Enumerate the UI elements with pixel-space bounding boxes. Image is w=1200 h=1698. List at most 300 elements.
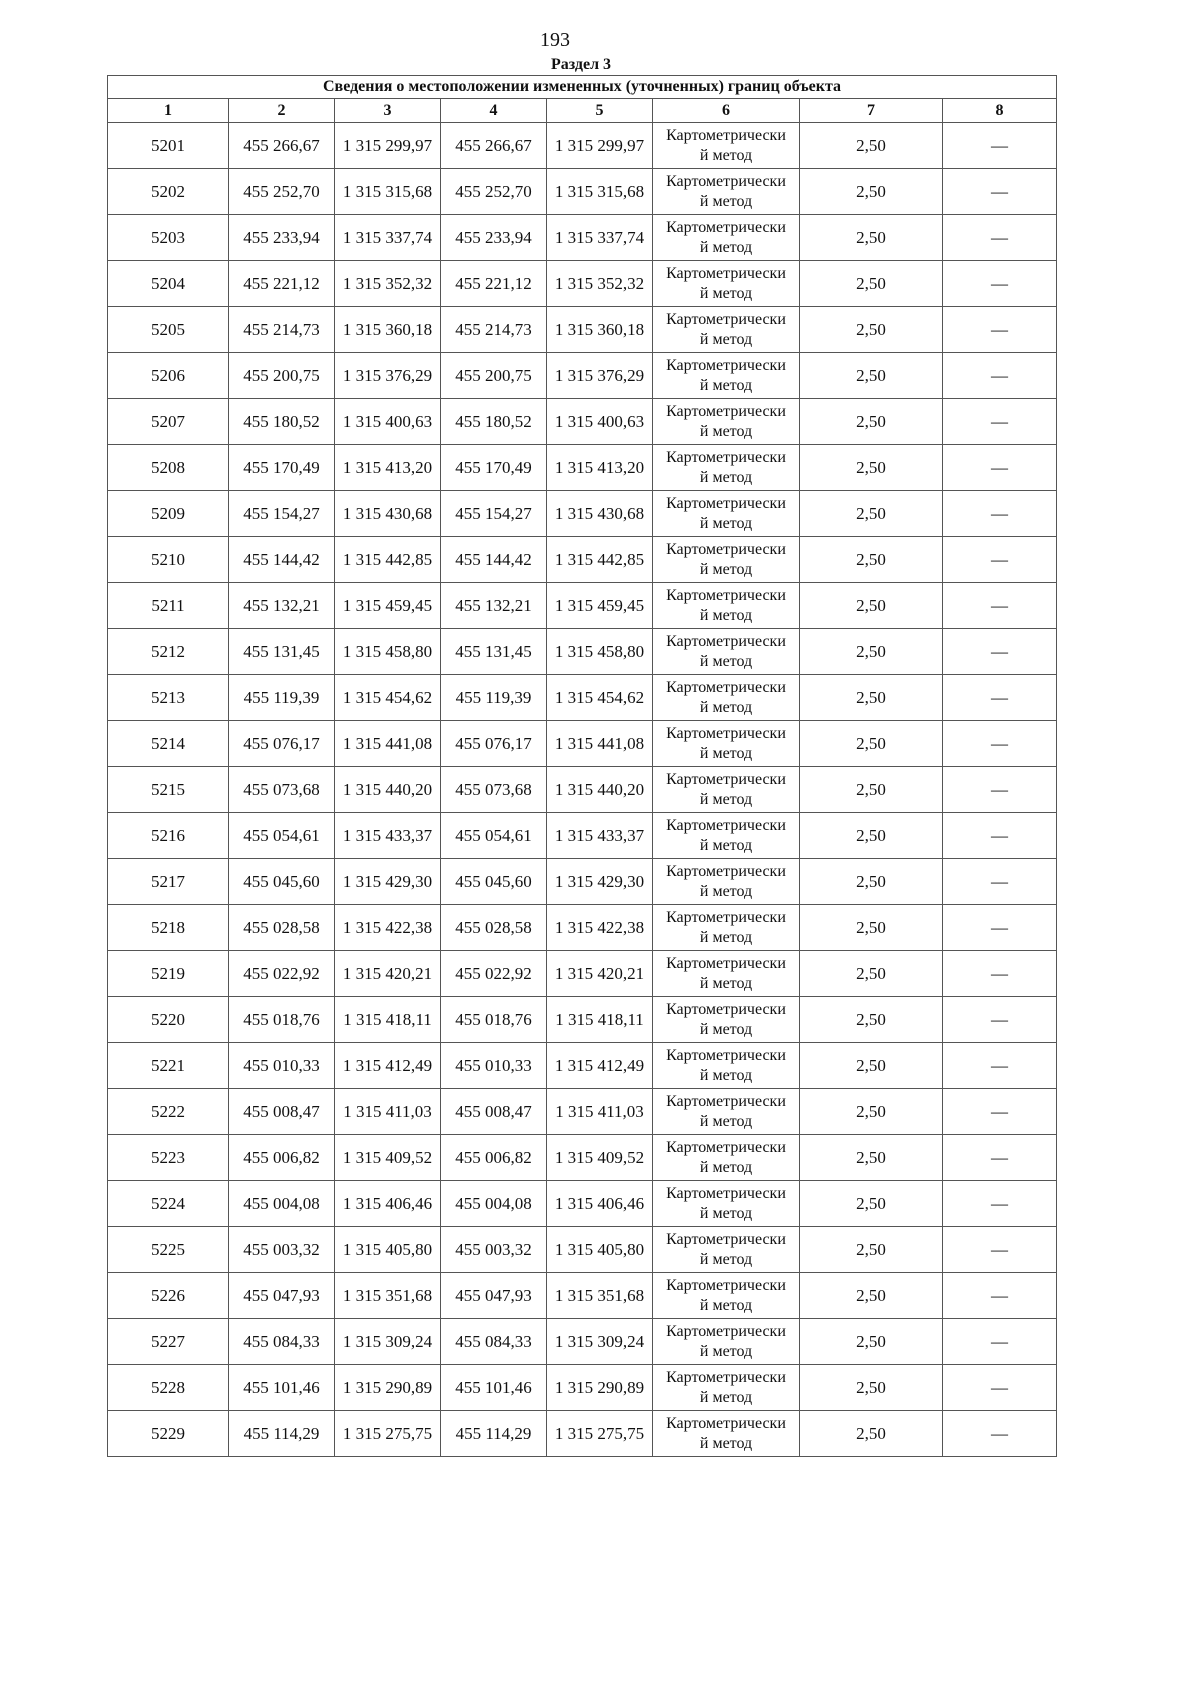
method-text-line: Картометрически	[666, 908, 786, 926]
note-cell: —	[943, 997, 1057, 1043]
method-text-line: й метод	[699, 1434, 753, 1452]
method-text-line: Картометрически	[666, 494, 786, 512]
accuracy-cell: 2,50	[800, 169, 943, 215]
coordinate-cell: 455 252,70	[229, 169, 335, 215]
method-text-line: й метод	[699, 1342, 753, 1360]
accuracy-cell: 2,50	[800, 1043, 943, 1089]
coordinate-cell: 455 119,39	[229, 675, 335, 721]
coordinate-cell: 1 315 459,45	[547, 583, 653, 629]
method-cell	[653, 1411, 800, 1457]
method-cell	[653, 1273, 800, 1319]
table-row	[108, 1135, 1057, 1181]
coordinate-cell: 455 180,52	[441, 399, 547, 445]
coordinate-cell: 455 084,33	[229, 1319, 335, 1365]
method-text-line: й метод	[699, 744, 753, 762]
method-cell	[653, 767, 800, 813]
method-text-line: й метод	[699, 1112, 753, 1130]
method-text-line: Картометрически	[666, 1322, 786, 1340]
accuracy-cell: 2,50	[800, 399, 943, 445]
table-row	[108, 1365, 1057, 1411]
note-cell: —	[943, 583, 1057, 629]
table-row	[108, 1227, 1057, 1273]
coordinate-cell: 455 101,46	[441, 1365, 547, 1411]
coordinate-cell: 455 170,49	[229, 445, 335, 491]
table-row	[108, 951, 1057, 997]
coordinate-cell: 1 315 409,52	[547, 1135, 653, 1181]
coordinate-cell: 455 200,75	[441, 353, 547, 399]
point-number-cell: 5208	[108, 445, 229, 491]
note-cell: —	[943, 813, 1057, 859]
note-cell: —	[943, 1089, 1057, 1135]
table-row	[108, 169, 1057, 215]
coordinate-cell: 1 315 441,08	[335, 721, 441, 767]
point-number-cell: 5206	[108, 353, 229, 399]
point-number-cell: 5203	[108, 215, 229, 261]
coordinate-cell: 1 315 440,20	[335, 767, 441, 813]
coordinate-cell: 455 008,47	[441, 1089, 547, 1135]
method-text-line: й метод	[699, 1066, 753, 1084]
column-number: 2	[229, 99, 335, 123]
coordinate-cell: 455 180,52	[229, 399, 335, 445]
coordinate-cell: 1 315 458,80	[547, 629, 653, 675]
table-row	[108, 261, 1057, 307]
coordinate-cell: 455 114,29	[441, 1411, 547, 1457]
coordinate-cell: 455 131,45	[229, 629, 335, 675]
method-cell	[653, 123, 800, 169]
coordinate-cell: 1 315 376,29	[335, 353, 441, 399]
method-cell	[653, 1043, 800, 1089]
column-number: 4	[441, 99, 547, 123]
accuracy-cell: 2,50	[800, 1181, 943, 1227]
method-text-line: Картометрически	[666, 678, 786, 696]
coordinate-cell: 1 315 290,89	[547, 1365, 653, 1411]
coordinate-cell: 455 054,61	[441, 813, 547, 859]
coordinate-cell: 455 010,33	[229, 1043, 335, 1089]
method-text-line: й метод	[699, 790, 753, 808]
method-text-line: Картометрически	[666, 724, 786, 742]
coordinate-cell: 1 315 409,52	[335, 1135, 441, 1181]
method-text-line: Картометрически	[666, 586, 786, 604]
note-cell: —	[943, 537, 1057, 583]
accuracy-cell: 2,50	[800, 767, 943, 813]
coordinate-cell: 1 315 405,80	[335, 1227, 441, 1273]
method-text-line: Картометрически	[666, 264, 786, 282]
accuracy-cell: 2,50	[800, 1365, 943, 1411]
accuracy-cell: 2,50	[800, 261, 943, 307]
note-cell: —	[943, 1319, 1057, 1365]
coordinate-cell: 455 266,67	[441, 123, 547, 169]
coordinate-cell: 1 315 441,08	[547, 721, 653, 767]
coordinate-cell: 1 315 458,80	[335, 629, 441, 675]
coordinate-cell: 455 154,27	[441, 491, 547, 537]
point-number-cell: 5218	[108, 905, 229, 951]
coordinate-cell: 1 315 315,68	[547, 169, 653, 215]
coordinate-cell: 1 315 411,03	[547, 1089, 653, 1135]
coordinate-cell: 1 315 430,68	[547, 491, 653, 537]
coordinate-cell: 1 315 299,97	[335, 123, 441, 169]
coordinate-cell: 1 315 299,97	[547, 123, 653, 169]
coordinate-cell: 455 170,49	[441, 445, 547, 491]
coordinate-cell: 1 315 442,85	[335, 537, 441, 583]
column-number: 1	[108, 99, 229, 123]
method-cell	[653, 721, 800, 767]
method-text-line: Картометрически	[666, 310, 786, 328]
method-cell	[653, 951, 800, 997]
coordinate-cell: 1 315 405,80	[547, 1227, 653, 1273]
point-number-cell: 5220	[108, 997, 229, 1043]
method-text-line: Картометрически	[666, 770, 786, 788]
coordinate-cell: 455 084,33	[441, 1319, 547, 1365]
table-row	[108, 583, 1057, 629]
coordinate-cell: 455 266,67	[229, 123, 335, 169]
table-row	[108, 1089, 1057, 1135]
coordinate-cell: 455 003,32	[229, 1227, 335, 1273]
point-number-cell: 5211	[108, 583, 229, 629]
coordinate-cell: 1 315 422,38	[335, 905, 441, 951]
method-text-line: Картометрически	[666, 1000, 786, 1018]
accuracy-cell: 2,50	[800, 123, 943, 169]
point-number-cell: 5214	[108, 721, 229, 767]
method-text-line: й метод	[699, 882, 753, 900]
coordinate-cell: 1 315 275,75	[335, 1411, 441, 1457]
point-number-cell: 5219	[108, 951, 229, 997]
method-text-line: Картометрически	[666, 172, 786, 190]
coordinate-cell: 455 144,42	[441, 537, 547, 583]
coordinate-cell: 1 315 351,68	[335, 1273, 441, 1319]
method-cell	[653, 261, 800, 307]
method-text-line: й метод	[699, 284, 753, 302]
section-title: Раздел 3	[550, 56, 612, 73]
accuracy-cell: 2,50	[800, 537, 943, 583]
coordinate-cell: 1 315 420,21	[335, 951, 441, 997]
note-cell: —	[943, 1273, 1057, 1319]
note-cell: —	[943, 951, 1057, 997]
coordinate-cell: 1 315 275,75	[547, 1411, 653, 1457]
coordinate-cell: 455 221,12	[441, 261, 547, 307]
coordinate-cell: 455 252,70	[441, 169, 547, 215]
coordinate-cell: 455 018,76	[441, 997, 547, 1043]
note-cell: —	[943, 261, 1057, 307]
method-text-line: Картометрически	[666, 954, 786, 972]
coordinate-cell: 1 315 454,62	[547, 675, 653, 721]
coordinate-cell: 455 022,92	[229, 951, 335, 997]
accuracy-cell: 2,50	[800, 629, 943, 675]
coordinate-cell: 455 047,93	[441, 1273, 547, 1319]
method-cell	[653, 537, 800, 583]
coordinate-cell: 1 315 352,32	[547, 261, 653, 307]
coordinate-cell: 1 315 422,38	[547, 905, 653, 951]
method-cell	[653, 169, 800, 215]
method-text-line: й метод	[699, 1250, 753, 1268]
method-text-line: й метод	[699, 514, 753, 532]
point-number-cell: 5227	[108, 1319, 229, 1365]
column-number: 8	[943, 99, 1057, 123]
coordinate-cell: 455 022,92	[441, 951, 547, 997]
method-text-line: й метод	[699, 606, 753, 624]
coordinate-cell: 455 076,17	[229, 721, 335, 767]
method-cell	[653, 905, 800, 951]
coordinate-cell: 455 045,60	[229, 859, 335, 905]
point-number-cell: 5212	[108, 629, 229, 675]
accuracy-cell: 2,50	[800, 997, 943, 1043]
note-cell: —	[943, 675, 1057, 721]
table-row	[108, 123, 1057, 169]
method-text-line: й метод	[699, 468, 753, 486]
method-cell	[653, 445, 800, 491]
method-cell	[653, 353, 800, 399]
method-text-line: Картометрически	[666, 632, 786, 650]
coordinate-cell: 455 010,33	[441, 1043, 547, 1089]
note-cell: —	[943, 905, 1057, 951]
table-row	[108, 1273, 1057, 1319]
table-row	[108, 537, 1057, 583]
coordinate-cell: 1 315 440,20	[547, 767, 653, 813]
method-text-line: Картометрически	[666, 1368, 786, 1386]
method-cell	[653, 1135, 800, 1181]
coordinate-cell: 1 315 430,68	[335, 491, 441, 537]
coordinate-cell: 455 073,68	[441, 767, 547, 813]
note-cell: —	[943, 491, 1057, 537]
note-cell: —	[943, 123, 1057, 169]
coordinate-cell: 1 315 290,89	[335, 1365, 441, 1411]
coordinate-cell: 455 076,17	[441, 721, 547, 767]
method-text-line: й метод	[699, 376, 753, 394]
coordinate-cell: 455 006,82	[441, 1135, 547, 1181]
coordinate-cell: 1 315 429,30	[547, 859, 653, 905]
method-cell	[653, 1181, 800, 1227]
coordinate-cell: 455 047,93	[229, 1273, 335, 1319]
coordinate-cell: 455 233,94	[441, 215, 547, 261]
coordinate-cell: 1 315 412,49	[335, 1043, 441, 1089]
table-body	[108, 123, 1057, 1457]
coordinate-cell: 1 315 442,85	[547, 537, 653, 583]
table-row	[108, 215, 1057, 261]
coordinate-cell: 1 315 418,11	[335, 997, 441, 1043]
table-row	[108, 629, 1057, 675]
method-text-line: Картометрически	[666, 1414, 786, 1432]
method-cell	[653, 399, 800, 445]
point-number-cell: 5222	[108, 1089, 229, 1135]
note-cell: —	[943, 1227, 1057, 1273]
accuracy-cell: 2,50	[800, 813, 943, 859]
note-cell: —	[943, 767, 1057, 813]
coordinate-cell: 455 233,94	[229, 215, 335, 261]
note-cell: —	[943, 307, 1057, 353]
coordinate-cell: 455 101,46	[229, 1365, 335, 1411]
coordinate-cell: 455 119,39	[441, 675, 547, 721]
coordinate-cell: 455 028,58	[441, 905, 547, 951]
note-cell: —	[943, 353, 1057, 399]
method-cell	[653, 491, 800, 537]
method-text-line: й метод	[699, 560, 753, 578]
method-cell	[653, 675, 800, 721]
coordinate-cell: 455 073,68	[229, 767, 335, 813]
method-cell	[653, 307, 800, 353]
note-cell: —	[943, 859, 1057, 905]
coordinate-cell: 1 315 433,37	[335, 813, 441, 859]
coordinate-cell: 1 315 454,62	[335, 675, 441, 721]
coordinate-cell: 1 315 360,18	[547, 307, 653, 353]
note-cell: —	[943, 1365, 1057, 1411]
method-text-line: й метод	[699, 238, 753, 256]
accuracy-cell: 2,50	[800, 905, 943, 951]
method-text-line: й метод	[699, 192, 753, 210]
coordinate-cell: 455 132,21	[229, 583, 335, 629]
method-cell	[653, 997, 800, 1043]
point-number-cell: 5223	[108, 1135, 229, 1181]
coordinates-table	[107, 75, 1057, 1457]
method-text-line: й метод	[699, 1158, 753, 1176]
point-number-cell: 5228	[108, 1365, 229, 1411]
coordinate-cell: 1 315 459,45	[335, 583, 441, 629]
method-text-line: Картометрически	[666, 540, 786, 558]
accuracy-cell: 2,50	[800, 675, 943, 721]
method-text-line: Картометрически	[666, 402, 786, 420]
coordinate-cell: 1 315 411,03	[335, 1089, 441, 1135]
coordinate-cell: 1 315 420,21	[547, 951, 653, 997]
coordinate-cell: 1 315 315,68	[335, 169, 441, 215]
table-row	[108, 721, 1057, 767]
method-text-line: й метод	[699, 146, 753, 164]
method-cell	[653, 1365, 800, 1411]
column-number: 7	[800, 99, 943, 123]
method-text-line: Картометрически	[666, 126, 786, 144]
table-row	[108, 399, 1057, 445]
method-text-line: й метод	[699, 652, 753, 670]
coordinate-cell: 455 008,47	[229, 1089, 335, 1135]
accuracy-cell: 2,50	[800, 1135, 943, 1181]
coordinate-cell: 455 154,27	[229, 491, 335, 537]
method-text-line: й метод	[699, 698, 753, 716]
method-text-line: й метод	[699, 330, 753, 348]
coordinate-cell: 1 315 351,68	[547, 1273, 653, 1319]
point-number-cell: 5210	[108, 537, 229, 583]
method-cell	[653, 813, 800, 859]
note-cell: —	[943, 399, 1057, 445]
accuracy-cell: 2,50	[800, 583, 943, 629]
point-number-cell: 5229	[108, 1411, 229, 1457]
point-number-cell: 5202	[108, 169, 229, 215]
method-text-line: Картометрически	[666, 816, 786, 834]
coordinate-cell: 1 315 360,18	[335, 307, 441, 353]
accuracy-cell: 2,50	[800, 445, 943, 491]
accuracy-cell: 2,50	[800, 1089, 943, 1135]
method-text-line: Картометрически	[666, 1046, 786, 1064]
table-row	[108, 1181, 1057, 1227]
table-row	[108, 859, 1057, 905]
coordinate-cell: 1 315 376,29	[547, 353, 653, 399]
accuracy-cell: 2,50	[800, 859, 943, 905]
method-text-line: й метод	[699, 422, 753, 440]
point-number-cell: 5226	[108, 1273, 229, 1319]
coordinate-cell: 455 045,60	[441, 859, 547, 905]
point-number-cell: 5209	[108, 491, 229, 537]
coordinate-cell: 455 214,73	[441, 307, 547, 353]
note-cell: —	[943, 1181, 1057, 1227]
point-number-cell: 5204	[108, 261, 229, 307]
note-cell: —	[943, 445, 1057, 491]
coordinate-cell: 1 315 400,63	[335, 399, 441, 445]
point-number-cell: 5201	[108, 123, 229, 169]
method-cell	[653, 215, 800, 261]
table-row	[108, 491, 1057, 537]
coordinate-cell: 455 004,08	[229, 1181, 335, 1227]
coordinate-cell: 1 315 406,46	[547, 1181, 653, 1227]
table-caption-row	[108, 76, 1057, 99]
table-row	[108, 445, 1057, 491]
accuracy-cell: 2,50	[800, 307, 943, 353]
coordinate-cell: 1 315 413,20	[335, 445, 441, 491]
coordinate-cell: 1 315 413,20	[547, 445, 653, 491]
accuracy-cell: 2,50	[800, 951, 943, 997]
method-text-line: Картометрически	[666, 862, 786, 880]
method-cell	[653, 1089, 800, 1135]
column-number: 6	[653, 99, 800, 123]
coordinate-cell: 455 003,32	[441, 1227, 547, 1273]
coordinate-cell: 455 006,82	[229, 1135, 335, 1181]
method-cell	[653, 1319, 800, 1365]
note-cell: —	[943, 721, 1057, 767]
column-number-row	[108, 99, 1057, 123]
coordinate-cell: 455 214,73	[229, 307, 335, 353]
coordinate-cell: 1 315 309,24	[335, 1319, 441, 1365]
accuracy-cell: 2,50	[800, 1227, 943, 1273]
method-text-line: Картометрически	[666, 218, 786, 236]
column-number: 5	[547, 99, 653, 123]
accuracy-cell: 2,50	[800, 1411, 943, 1457]
method-text-line: Картометрически	[666, 1230, 786, 1248]
table-caption: Сведения о местоположении измененных (уточненных) границ объекта	[108, 76, 1057, 99]
coordinate-cell: 455 144,42	[229, 537, 335, 583]
method-cell	[653, 629, 800, 675]
table-row	[108, 1043, 1057, 1089]
coordinate-cell: 455 004,08	[441, 1181, 547, 1227]
method-text-line: Картометрически	[666, 448, 786, 466]
method-text-line: й метод	[699, 836, 753, 854]
note-cell: —	[943, 629, 1057, 675]
note-cell: —	[943, 1411, 1057, 1457]
method-text-line: Картометрически	[666, 1184, 786, 1202]
coordinate-cell: 1 315 412,49	[547, 1043, 653, 1089]
accuracy-cell: 2,50	[800, 1319, 943, 1365]
method-text-line: й метод	[699, 1204, 753, 1222]
accuracy-cell: 2,50	[800, 353, 943, 399]
coordinate-cell: 1 315 337,74	[335, 215, 441, 261]
coordinate-cell: 1 315 309,24	[547, 1319, 653, 1365]
table-row	[108, 767, 1057, 813]
table-row	[108, 813, 1057, 859]
method-text-line: й метод	[699, 1296, 753, 1314]
method-cell	[653, 1227, 800, 1273]
coordinate-cell: 1 315 400,63	[547, 399, 653, 445]
point-number-cell: 5213	[108, 675, 229, 721]
point-number-cell: 5216	[108, 813, 229, 859]
method-cell	[653, 583, 800, 629]
accuracy-cell: 2,50	[800, 215, 943, 261]
point-number-cell: 5205	[108, 307, 229, 353]
coordinate-cell: 455 221,12	[229, 261, 335, 307]
method-text-line: Картометрически	[666, 1092, 786, 1110]
note-cell: —	[943, 1135, 1057, 1181]
point-number-cell: 5207	[108, 399, 229, 445]
table-row	[108, 997, 1057, 1043]
point-number-cell: 5224	[108, 1181, 229, 1227]
coordinate-cell: 1 315 429,30	[335, 859, 441, 905]
method-text-line: Картометрически	[666, 356, 786, 374]
coordinate-cell: 455 054,61	[229, 813, 335, 859]
note-cell: —	[943, 215, 1057, 261]
coordinate-cell: 455 018,76	[229, 997, 335, 1043]
